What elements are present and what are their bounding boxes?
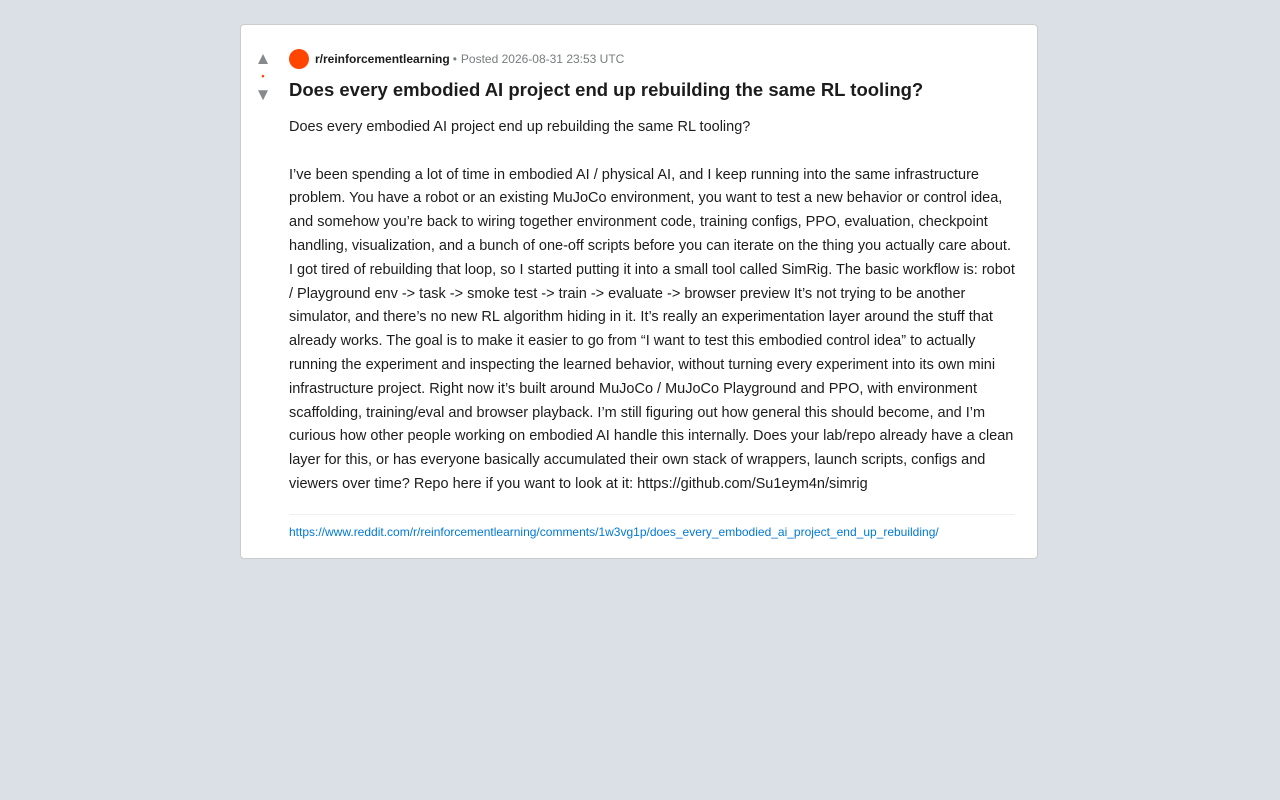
upvote-arrow-icon[interactable]: ▲ (254, 49, 272, 68)
paragraph-spacer (289, 140, 1015, 164)
permalink[interactable]: https://www.reddit.com/r/reinforcementlearning/comments/1w3vg1p/does_every_embodied_ai_project_end_up_rebuilding/ (289, 524, 939, 539)
post-body-main: I’ve been spending a lot of time in embodied AI / physical AI, and I keep running into the same infrastructure problem. You have a robot or an existing MuJoCo environment, you want to test a new behavior or control idea, and somehow you’re back to wiring together environment code, training configs, PPO, evaluation, checkpoint handling, visualization, and a bunch of one-off scripts before you can iterate on the thing you actually care about. I got tired of rebuilding that loop, so I started putting it into a small tool called SimRig. The basic workflow is: robot / Playground env -> task -> smoke test -> train -> evaluate -> browser preview It’s not trying to be another simulator, and there’s no new RL algorithm hiding in it. It’s really an experimentation layer around the stuff that already works. The goal is to make it easier to go from “I want to test this embodied control idea” to actually running the experiment and inspecting the learned behavior, without turning every experiment into its own mini infrastructure project. Right now it’s built around MuJoCo / MuJoCo Playground and PPO, with environment scaffolding, training/eval and browser playback. I’m still figuring out how general this should become, and I’m curious how other people working on embodied AI handle this internally. Does your lab/repo already have a clean layer for this, or has everyone basically accumulated their own stack of wrappers, launch scripts, configs and viewers over time? Repo here if you want to look at it: https://github.com/Su1eym4n/simrig (289, 166, 1015, 492)
downvote-arrow-icon[interactable]: ▼ (254, 85, 272, 104)
post-card (240, 24, 1038, 559)
subreddit-avatar-icon[interactable] (289, 49, 309, 69)
post-footer (289, 514, 1015, 540)
post-body (289, 116, 1015, 497)
meta-separator: • (452, 52, 457, 66)
post-timestamp: Posted 2026-08-31 23:53 UTC (460, 52, 625, 66)
subreddit-link[interactable]: r/reinforcementlearning (315, 52, 450, 66)
post-content (289, 49, 1015, 540)
post-body-intro: Does every embodied AI project end up rebuilding the same RL tooling? (289, 119, 751, 135)
post-title[interactable]: Does every embodied AI project end up rebuilding the same RL tooling? (289, 79, 924, 100)
vote-score: • (261, 71, 265, 81)
vote-column (241, 25, 285, 104)
post-meta (289, 49, 1015, 69)
